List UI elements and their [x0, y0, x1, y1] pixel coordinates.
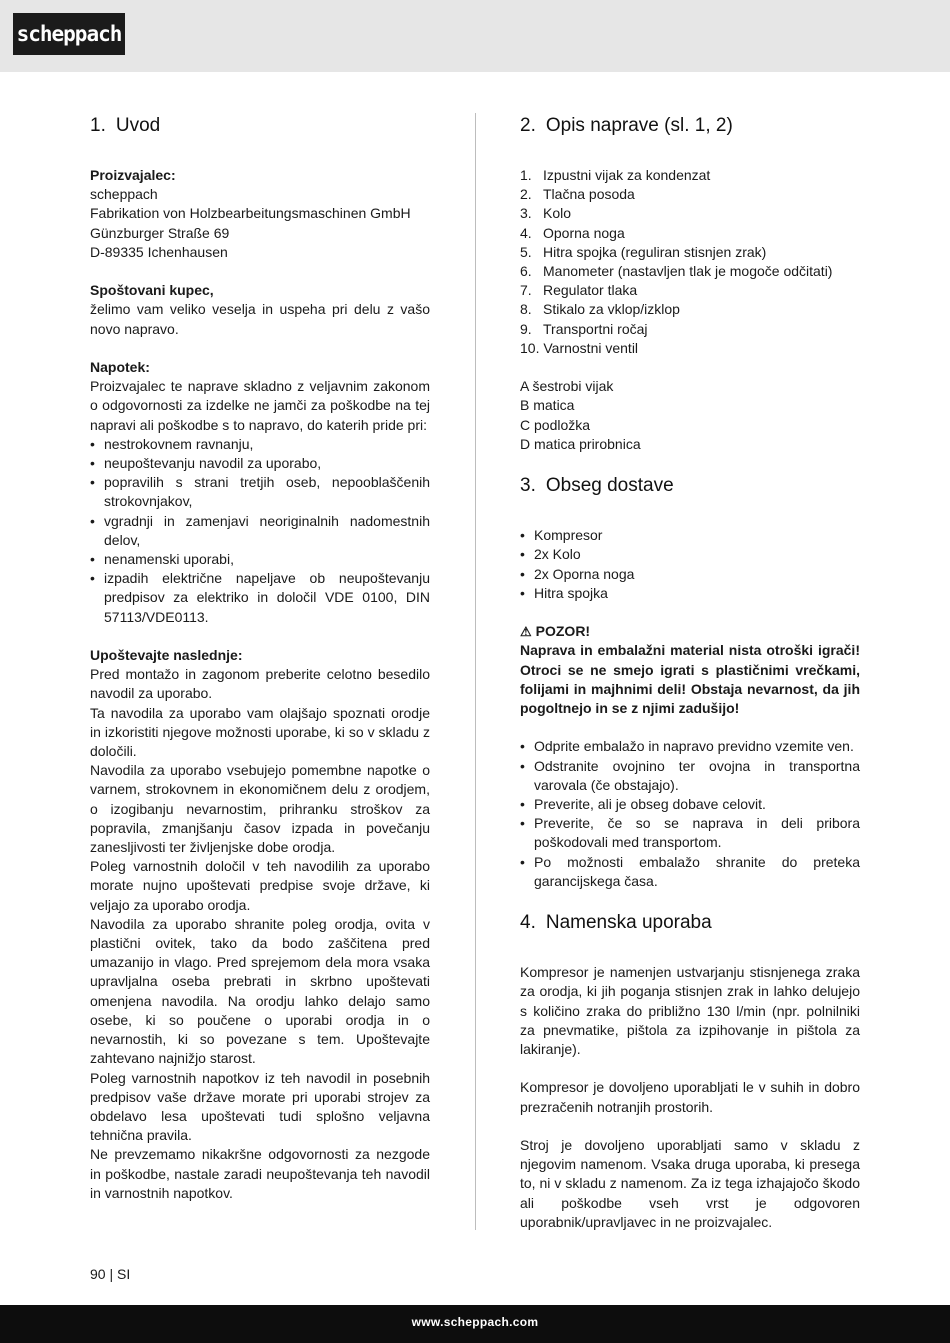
parts-list	[520, 166, 860, 358]
paragraph: Stroj je dovoljeno uporabljati samo v skladu z njegovim namenom. Vsaka druga uporaba, ki presega to, ni v skladu z namenom. Za iz tega izhajajočo škodo ali poškodbe vseh vrst je odgovoren uporabnik/upravljavec in ne proizvajalec.	[520, 1137, 860, 1230]
paragraph: Ta navodila za uporabo vam olajšajo spoznati orodje in izkoristiti njegove možnosti uporabe, ki so v skladu z določili.	[90, 704, 430, 760]
note-list	[90, 435, 430, 627]
paragraph: Navodila za uporabo vsebujejo pomembne napotke o varnem, strokovnem in ekonomičnem delu z orodjem, o izogibanju nevarnostim, prihranku stroškov za popravila, zmanjšanju časov izpada in povečanju zanesljivosti ter življenjske dobe orodja.	[90, 762, 430, 856]
list-item: 4. Oporna noga	[520, 224, 625, 241]
header-bar	[0, 0, 950, 72]
scheppach-logo: scheppach	[13, 13, 125, 55]
warning-label: ⚠ POZOR!	[520, 622, 860, 641]
list-item: • popravilih s strani tretjih oseb, nepooblaščenih strokovnjakov,	[90, 473, 430, 511]
list-item: • Preverite, če so se naprava in deli pribora poškodovali med transportom.	[520, 814, 860, 852]
manufacturer-line: Günzburger Straße 69	[90, 224, 230, 241]
section-3-heading: 3. Obseg dostave	[520, 475, 674, 497]
note-block	[90, 358, 430, 627]
paragraph: Ne prevzemamo nikakršne odgovornosti za nezgode in poškodbe, nastale zaradi neupoštevanja teh navodil in varnostnih napotkov.	[90, 1146, 430, 1201]
unpack-list	[520, 737, 860, 891]
paragraph: Poleg varnostnih določil v teh navodilih za uporabo morate nujno upoštevati predpise svoje države, ki veljajo za uporabo orodja.	[90, 858, 430, 913]
list-item: • izpadih električne napeljave ob neupoštevanju predpisov za elektriko in določil VDE 0100, DIN 57113/VDE0113.	[90, 569, 430, 627]
note-text: Proizvajalec te naprave skladno z veljavnim zakonom o odgovornosti za izdelke ne jamči za poškodbe na tej napravi ali poškodbe s to napravo, do katerih pride pri:	[90, 378, 430, 433]
list-item: • nenamenski uporabi,	[90, 550, 430, 569]
list-item: • neupoštevanju navodil za uporabo,	[90, 454, 430, 473]
warning-text: Naprava in embalažni material nista otroški igrači! Otroci se ne smejo igrati s plastičnimi vrečkami, folijami in majhnimi deli! Obstaja nevarnost, da jih pogoltnejo in se z njimi zadušijo!	[520, 642, 860, 717]
manufacturer-label: Proizvajalec:	[90, 167, 176, 183]
paragraph: Kompresor je dovoljeno uporabljati le v suhih in dobro prezračenih notranjih prostorih.	[520, 1079, 860, 1115]
list-item: 6. Manometer (nastavljen tlak je mogoče odčitati)	[520, 263, 833, 280]
warning-triangle-icon: ⚠	[520, 624, 532, 640]
section-2-heading: 2. Opis naprave (sl. 1, 2)	[520, 115, 733, 136]
right-column	[520, 113, 860, 1232]
footer-bar	[0, 1305, 950, 1343]
observe-block	[90, 646, 430, 1203]
observe-label: Upoštevajte naslednje:	[90, 647, 243, 664]
manufacturer-line: D-89335 Ichenhausen	[90, 243, 228, 260]
paragraph: Navodila za uporabo shranite poleg orodja, ovita v plastični ovitek, tako da bodo zaščitena pred umazanijo in vlago. Pred sprejemom dela mora vsaka upravljalna oseba prebrati in skrbno upoštevati omenjena navodila. Na orodju lahko delajo samo osebe, ki so poučene o uporabi orodja in o nevarnostih, ki so povezane s tem. Upoštevajte zahtevano najnižjo starost.	[90, 915, 430, 1067]
list-item: • 2x Oporna noga	[520, 565, 860, 584]
dear-label: Spoštovani kupec,	[90, 282, 214, 299]
warning-block	[520, 622, 860, 718]
list-item: • nestrokovnem ravnanju,	[90, 435, 430, 454]
column-divider	[475, 113, 476, 1230]
list-item: 7. Regulator tlaka	[520, 282, 638, 299]
note-label: Napotek:	[90, 359, 150, 375]
list-item: • Preverite, ali je obseg dobave celovit.	[520, 795, 860, 814]
list-item: A šestrobi vijak	[520, 378, 614, 395]
list-item: • Odprite embalažo in napravo previdno vzemite ven.	[520, 737, 860, 756]
list-item: • Po možnosti embalažo shranite do preteka garancijskega časa.	[520, 853, 860, 891]
delivery-list	[520, 526, 860, 603]
list-item: • Odstranite ovojnino ter ovojna in transportna varovala (če obstajajo).	[520, 757, 860, 795]
list-item: 2. Tlačna posoda	[520, 186, 635, 203]
list-item: 5. Hitra spojka (reguliran stisnjen zrak)	[520, 243, 767, 260]
list-item: • 2x Kolo	[520, 545, 860, 564]
letter-list	[520, 377, 860, 454]
paragraph: Pred montažo in zagonom preberite celotno besedilo navodil za uporabo.	[90, 666, 430, 702]
list-item: 10. Varnostni ventil	[520, 339, 639, 356]
list-item: • Hitra spojka	[520, 584, 860, 603]
paragraph: Poleg varnostnih napotkov iz teh navodil in posebnih predpisov vaše države morate pri uporabi strojev za obdelavo lesa upoštevati tudi splošno veljavna tehnična pravila.	[90, 1069, 430, 1144]
list-item: • vgradnji in zamenjavi neoriginalnih nadomestnih delov,	[90, 512, 430, 550]
section-4-heading: 4. Namenska uporaba	[520, 912, 712, 934]
dear-text: želimo vam veliko veselja in uspeha pri delu z vašo novo napravo.	[90, 301, 430, 337]
section-1-heading: 1. Uvod	[90, 115, 161, 136]
manufacturer-line: scheppach	[90, 186, 158, 203]
page-number: 90 | SI	[90, 1266, 131, 1282]
list-item: 9. Transportni ročaj	[520, 320, 648, 337]
list-item: D matica prirobnica	[520, 435, 641, 452]
list-item: • Kompresor	[520, 526, 860, 545]
left-column	[90, 113, 430, 1222]
list-item: B matica	[520, 397, 575, 414]
list-item: C podložka	[520, 416, 591, 433]
list-item: 8. Stikalo za vklop/izklop	[520, 301, 680, 318]
manufacturer-block	[90, 166, 430, 262]
paragraph: Kompresor je namenjen ustvarjanju stisnjenega zraka za orodja, ki jih poganja stisnjen zrak in lahko delujejo s količino zraka do približno 130 l/min (npr. polnilniki za pnevmatike, pištola za izpihovanje in pištola za lakiranje).	[520, 964, 860, 1058]
list-item: 3. Kolo	[520, 205, 572, 222]
manufacturer-line: Fabrikation von Holzbearbeitungsmaschinen GmbH	[90, 205, 411, 222]
website-link[interactable]: www.scheppach.com	[411, 1315, 539, 1329]
list-item: 1. Izpustni vijak za kondenzat	[520, 167, 711, 183]
dear-customer-block	[90, 281, 430, 339]
